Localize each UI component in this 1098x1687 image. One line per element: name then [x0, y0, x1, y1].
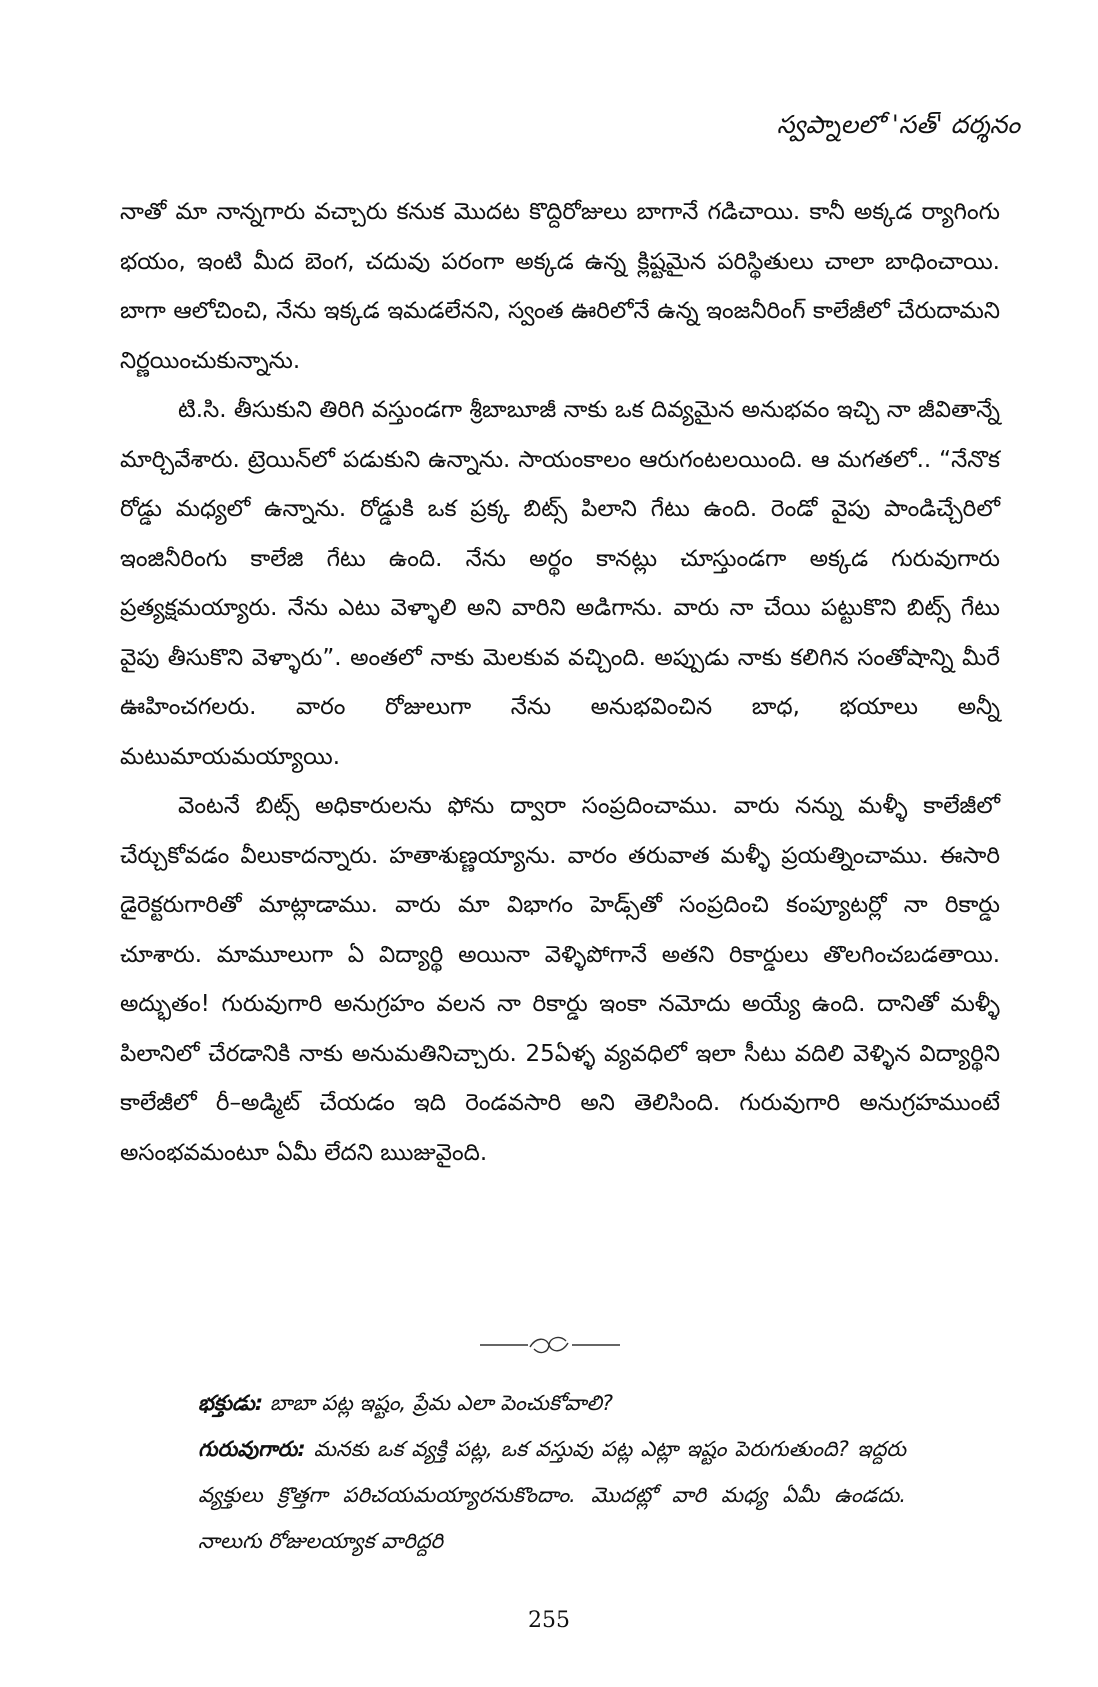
dialogue-entry-guru — [198, 1426, 906, 1564]
dialogue-text-devotee: బాబా పట్ల ఇష్టం, ప్రేమ ఎలా పెంచుకోవాలి? — [269, 1391, 613, 1415]
dialogue-text-guru: మనకు ఒక వ్యక్తి పట్ల, ఒక వస్తువు పట్ల ఎట్లా ఇష్టం పెరుగుతుంది? ఇద్దరు వ్యక్తులు క్రొత్తగా పరిచయమయ్యారనుకొందాం. మొదట్లో వారి మధ్య ఏమీ ఉండదు. నాలుగు రోజులయ్యాక వారిద్దరి — [198, 1437, 906, 1553]
paragraph-3: వెంటనే బిట్స్ అధికారులను ఫోను ద్వారా సంప్రదించాము. వారు నన్ను మళ్ళీ కాలేజీలో చేర్చుకోవడం వీలుకాదన్నారు. హతాశుణ్ణయ్యాను. వారం తరువాత మళ్ళీ ప్రయత్నించాము. ఈసారి డైరెక్టరుగారితో మాట్లాడాము. వారు మా విభాగం హెడ్స్‌తో సంప్రదించి కంప్యూటర్లో నా రికార్డు చూశారు. మామూలుగా ఏ విద్యార్థి అయినా వెళ్ళిపోగానే అతని రికార్డులు తొలగించబడతాయి. అద్భుతం! గురువుగారి అనుగ్రహం వలన నా రికార్డు ఇంకా నమోదు అయ్యే ఉంది. దానితో మళ్ళీ పిలానిలో చేరడానికి నాకు అనుమతినిచ్చారు. 25ఏళ్ళ వ్యవధిలో ఇలా సీటు వదిలి వెళ్ళిన విద్యార్థిని కాలేజీలో రీ–అడ్మిట్ చేయడం ఇది రెండవసారి అని తెలిసింది. గురువుగారి అనుగ్రహముంటే అసంభవమంటూ ఏమీ లేదని ఋజువైంది. — [120, 793, 1000, 1166]
running-head-title: స్వప్నాలలో 'సత్' దర్శనం — [776, 110, 1020, 139]
page-number: 255 — [528, 1608, 570, 1633]
speaker-label-guru: గురువుగారు: — [198, 1437, 306, 1461]
main-text-block — [120, 188, 1000, 1178]
speaker-label-devotee: భక్తుడు: — [198, 1391, 264, 1415]
paragraph-1: నాతో మా నాన్నగారు వచ్చారు కనుక మొదట కొద్దిరోజులు బాగానే గడిచాయి. కానీ అక్కడ ర్యాగింగు భయం, ఇంటి మీద బెంగ, చదువు పరంగా అక్కడ ఉన్న క్లిష్టమైన పరిస్థితులు చాలా బాధించాయి. బాగా ఆలోచించి, నేను ఇక్కడ ఇమడలేనని, స్వంత ఊరిలోనే ఉన్న ఇంజనీరింగ్ కాలేజీలో చేరుదామని నిర్ణయించుకున్నాను. — [120, 199, 1000, 374]
qa-dialogue — [198, 1380, 906, 1564]
dialogue-entry-devotee — [198, 1380, 906, 1426]
paragraph-2: టి.సి. తీసుకుని తిరిగి వస్తుండగా శ్రీబాబూజీ నాకు ఒక దివ్యమైన అనుభవం ఇచ్చి నా జీవితాన్నే మార్చివేశారు. ట్రెయిన్‌లో పడుకుని ఉన్నాను. సాయంకాలం ఆరుగంటలయింది. ఆ మగతలో.. “నేనొక రోడ్డు మధ్యలో ఉన్నాను. రోడ్డుకి ఒక ప్రక్క బిట్స్ పిలాని గేటు ఉంది. రెండో వైపు పాండిచ్చేరిలో ఇంజినీరింగు కాలేజి గేటు ఉంది. నేను అర్థం కానట్లు చూస్తుండగా అక్కడ గురువుగారు ప్రత్యక్షమయ్యారు. నేను ఎటు వెళ్ళాలి అని వారిని అడిగాను. వారు నా చేయి పట్టుకొని బిట్స్ గేటు వైపు తీసుకొని వెళ్ళారు”. అంతలో నాకు మెలకువ వచ్చింది. అప్పుడు నాకు కలిగిన సంతోషాన్ని మీరే ఊహించగలరు. వారం రోజులుగా నేను అనుభవించిన బాధ, భయాలు అన్నీ మటుమాయమయ్యాయి. — [120, 397, 1000, 770]
section-divider-ornament — [0, 1333, 1098, 1357]
